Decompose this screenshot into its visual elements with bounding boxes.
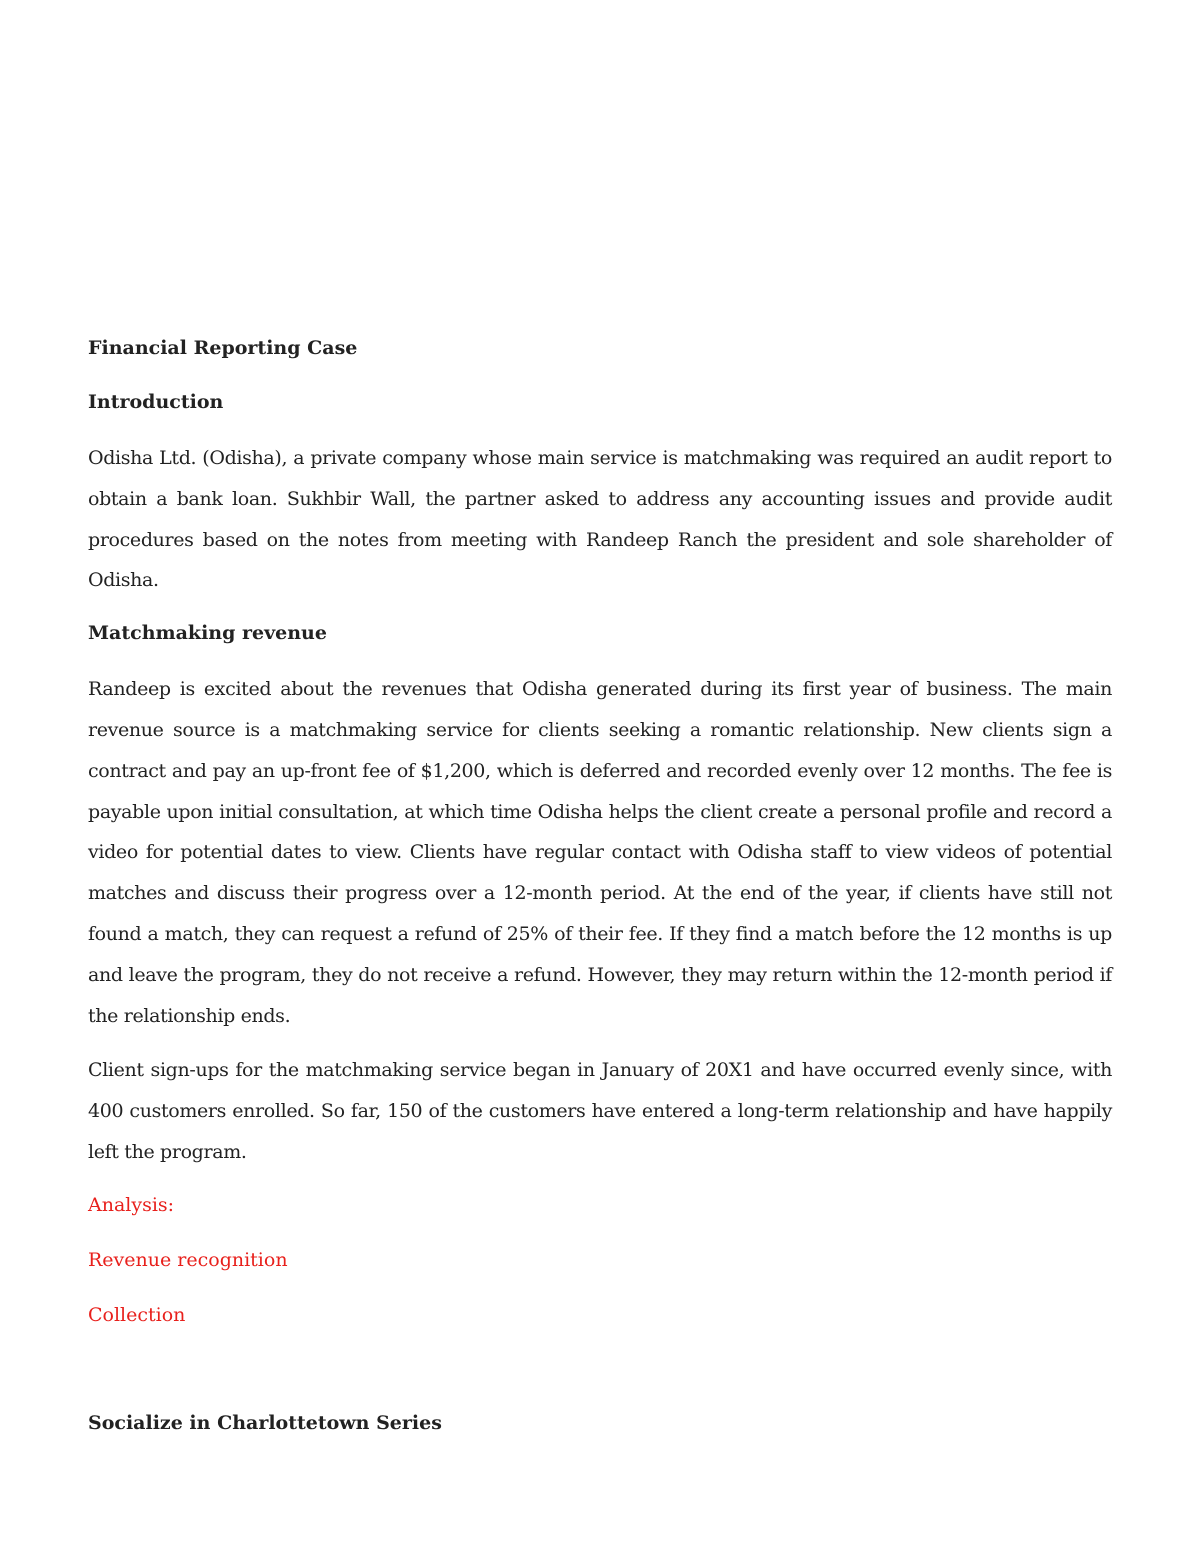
document-title: Financial Reporting Case (88, 337, 358, 359)
intro-paragraph: Odisha Ltd. (Odisha), a private company whose main service is matchmaking was required an audit report to obtain a bank loan. Sukhbir Wall, the partner asked to address any accounting issues and provide audit procedures based on the notes from meeting with Randeep Ranch the president and sole shareholder of Odisha. (88, 447, 1112, 592)
matchmaking-paragraph-1: Randeep is excited about the revenues that Odisha generated during its first year of business. The main revenue source is a matchmaking service for clients seeking a romantic relationship. New clients sign a contract and pay an up-front fee of $1,200, which is deferred and recorded evenly over 12 months. The fee is payable upon initial consultation, at which time Odisha helps the client create a personal profile and record a video for potential dates to view. Clients have regular contact with Odisha staff to view videos of potential matches and discuss their progress over a 12-month period. At the end of the year, if clients have still not found a match, they can request a refund of 25% of their fee. If they find a match before the 12 months is up and leave the program, they do not receive a refund. However, they may return within the 12-month period if the relationship ends. (88, 678, 1112, 1027)
analysis-item-revenue-recognition: Revenue recognition (88, 1248, 288, 1271)
matchmaking-paragraph-2: Client sign-ups for the matchmaking service began in January of 20X1 and have occurred evenly since, with 400 customers enrolled. So far, 150 of the customers have entered a long-term relationship and have happily left the program. (88, 1059, 1112, 1163)
section-heading-matchmaking-revenue: Matchmaking revenue (88, 622, 327, 645)
document-content (88, 330, 1112, 1459)
spacer (88, 1352, 1112, 1405)
section-heading-introduction: Introduction (88, 391, 224, 413)
section-heading-socialize-series: Socialize in Charlottetown Series (88, 1411, 442, 1434)
analysis-item-collection: Collection (88, 1303, 186, 1326)
analysis-label: Analysis: (88, 1193, 175, 1216)
